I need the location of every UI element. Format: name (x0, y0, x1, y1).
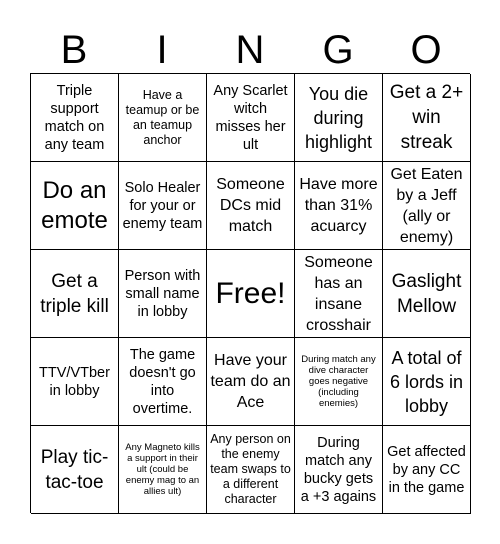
bingo-cell-r5c2[interactable]: Any Magneto kills a support in their ult (could be enemy mag to an allies ult) (119, 426, 207, 514)
bingo-cell-r1c3[interactable]: Any Scarlet witch misses her ult (207, 74, 295, 162)
bingo-cell-r4c2[interactable]: The game doesn't go into overtime. (119, 338, 207, 426)
bingo-cell-r2c3[interactable]: Someone DCs mid match (207, 162, 295, 250)
bingo-cell-free[interactable]: Free! (207, 250, 295, 338)
bingo-cell-r1c4[interactable]: You die during highlight (295, 74, 383, 162)
header-letter-g: G (322, 28, 354, 72)
bingo-cell-r3c4[interactable]: Someone has an insane crosshair (295, 250, 383, 338)
bingo-card (30, 73, 470, 513)
bingo-cell-r5c4[interactable]: During match any bucky gets a +3 agains (295, 426, 383, 514)
bingo-cell-r4c5[interactable]: A total of 6 lords in lobby (383, 338, 471, 426)
bingo-cell-r3c5[interactable]: Gaslight Mellow (383, 250, 471, 338)
header-letter-n: N (235, 28, 265, 72)
bingo-cell-r2c5[interactable]: Get Eaten by a Jeff (ally or enemy) (383, 162, 471, 250)
bingo-cell-r5c5[interactable]: Get affected by any CC in the game (383, 426, 471, 514)
bingo-cell-r5c1[interactable]: Play tic-tac-toe (31, 426, 119, 514)
bingo-cell-r3c2[interactable]: Person with small name in lobby (119, 250, 207, 338)
bingo-cell-r4c4[interactable]: During match any dive character goes negative (including enemies) (295, 338, 383, 426)
bingo-cell-r1c2[interactable]: Have a teamup or be an teamup anchor (119, 74, 207, 162)
bingo-cell-r1c1[interactable]: Triple support match on any team (31, 74, 119, 162)
bingo-cell-r1c5[interactable]: Get a 2+ win streak (383, 74, 471, 162)
header-letter-b: B (60, 28, 88, 72)
bingo-cell-r2c4[interactable]: Have more than 31% acuarcy (295, 162, 383, 250)
header-letter-i: I (156, 28, 168, 72)
bingo-cell-r4c1[interactable]: TTV/VTber in lobby (31, 338, 119, 426)
bingo-header (30, 28, 470, 72)
bingo-cell-r2c2[interactable]: Solo Healer for your or enemy team (119, 162, 207, 250)
bingo-cell-r2c1[interactable]: Do an emote (31, 162, 119, 250)
bingo-cell-r3c1[interactable]: Get a triple kill (31, 250, 119, 338)
bingo-cell-r4c3[interactable]: Have your team do an Ace (207, 338, 295, 426)
header-letter-o: O (410, 28, 442, 72)
bingo-cell-r5c3[interactable]: Any person on the enemy team swaps to a different character (207, 426, 295, 514)
